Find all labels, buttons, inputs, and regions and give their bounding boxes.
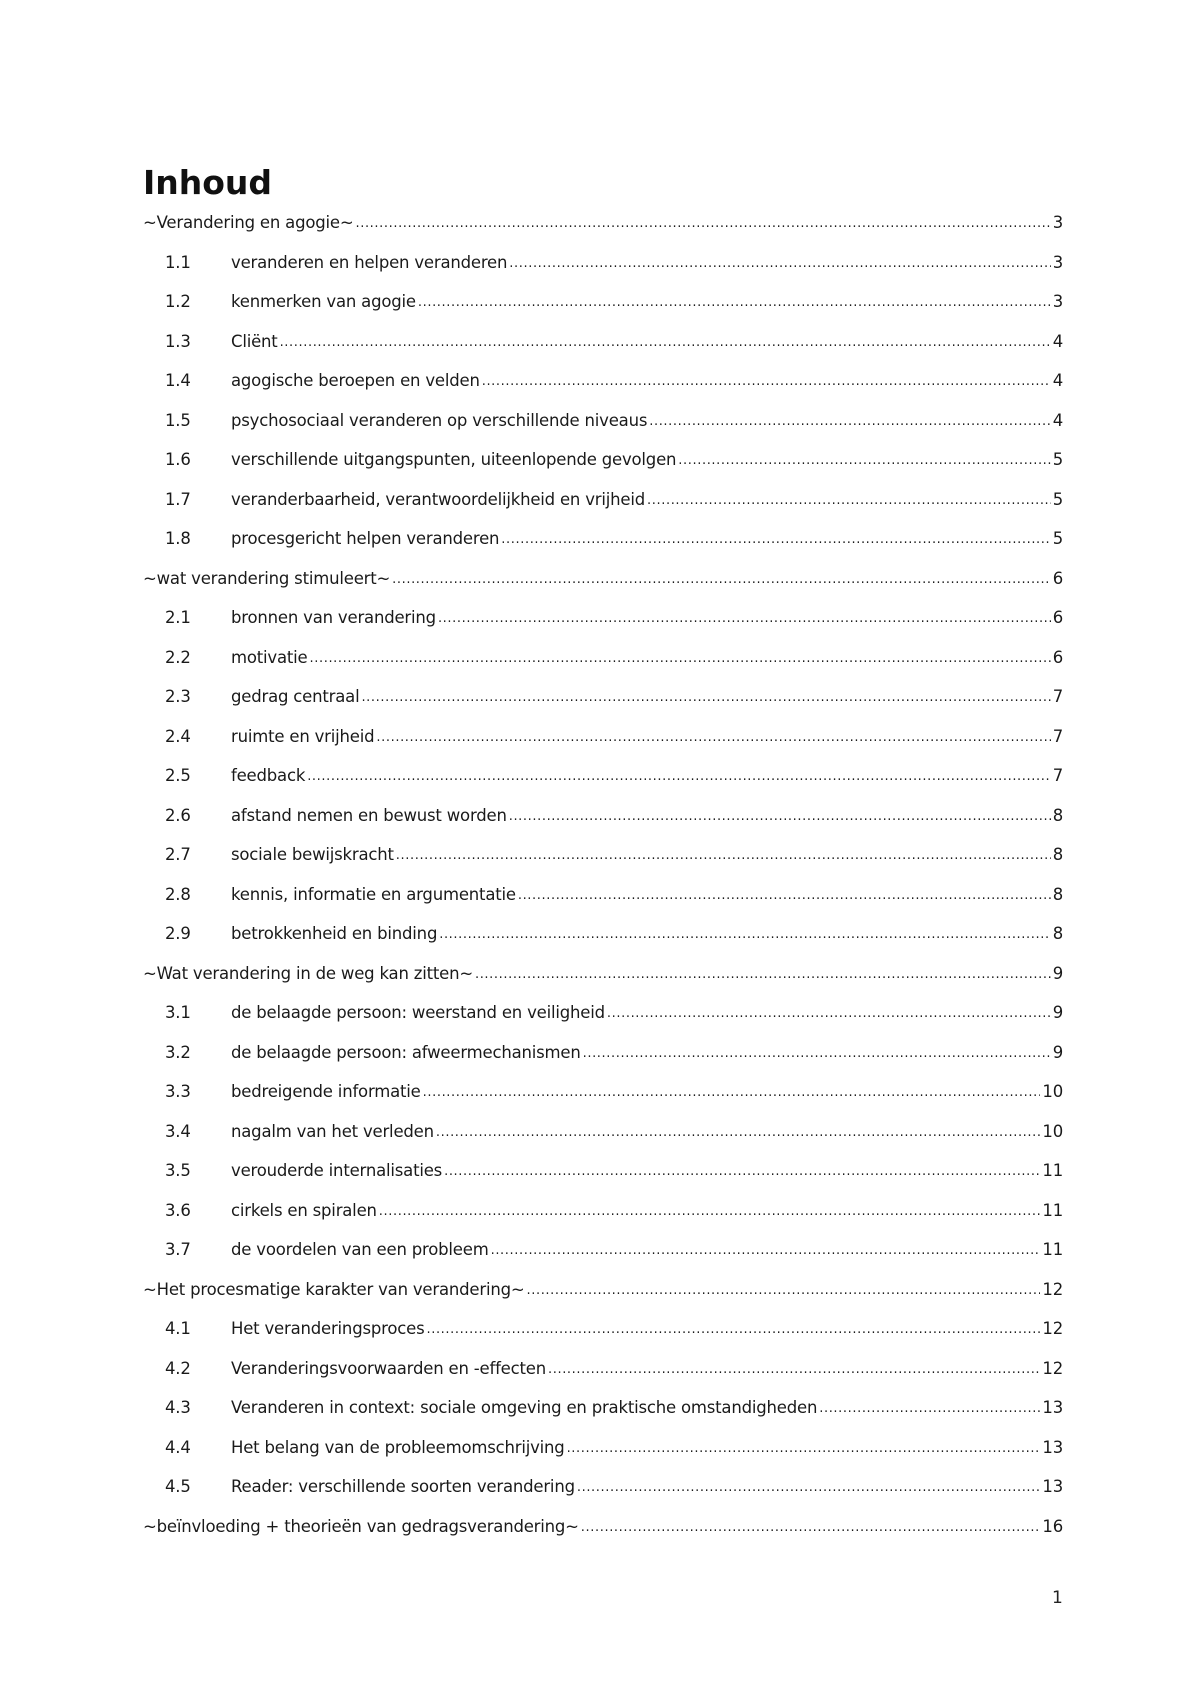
toc-entry-label: veranderen en helpen veranderen — [231, 252, 508, 272]
toc-subentry[interactable] — [143, 1077, 1063, 1117]
toc-entry-label: psychosociaal veranderen op verschillende niveaus — [231, 410, 648, 430]
toc-subentry[interactable] — [143, 840, 1063, 880]
toc-dot-leader — [438, 602, 1051, 634]
toc-entry-number: 1.1 — [165, 252, 191, 272]
toc-dot-leader — [509, 247, 1050, 279]
toc-dot-leader — [583, 1037, 1051, 1069]
toc-subentry[interactable] — [143, 761, 1063, 801]
toc-entry-label: Reader: verschillende soorten verandering — [231, 1477, 575, 1496]
toc-chapter-entry[interactable] — [143, 564, 1063, 604]
toc-subentry[interactable] — [143, 880, 1063, 920]
toc-dot-leader — [426, 1313, 1040, 1345]
toc-subentry[interactable] — [143, 1433, 1063, 1473]
toc-entry-page: 11 — [1042, 1161, 1063, 1180]
toc-entry-page: 4 — [1052, 331, 1063, 351]
toc-entry-label: ~Het procesmatige karakter van verandering~ — [143, 1279, 525, 1299]
toc-subentry[interactable] — [143, 1117, 1063, 1157]
page-title: Inhoud — [143, 163, 273, 202]
footer-page-number: 1 — [1052, 1588, 1063, 1608]
toc-entry-page: 8 — [1052, 884, 1063, 904]
toc-dot-leader — [418, 286, 1051, 318]
toc-entry-label: Cliënt — [231, 331, 278, 351]
toc-subentry[interactable] — [143, 1196, 1063, 1236]
toc-entry-page: 5 — [1052, 529, 1063, 548]
toc-subentry[interactable] — [143, 485, 1063, 525]
toc-dot-leader — [581, 1511, 1041, 1543]
toc-entry-page: 4 — [1052, 371, 1063, 390]
toc-entry-number: 4.5 — [165, 1477, 191, 1496]
toc-entry-number: 2.1 — [165, 608, 191, 627]
toc-entry-number: 4.4 — [165, 1437, 191, 1457]
toc-dot-leader — [310, 642, 1051, 674]
toc-entry-label: procesgericht helpen veranderen — [231, 529, 500, 548]
toc-dot-leader — [649, 405, 1050, 437]
toc-entry-label: ruimte en vrijheid — [231, 726, 375, 746]
toc-entry-page: 6 — [1052, 568, 1063, 588]
toc-entry-label: bedreigende informatie — [231, 1082, 421, 1101]
toc-entry-number: 3.6 — [165, 1200, 191, 1220]
toc-subentry[interactable] — [143, 1393, 1063, 1433]
toc-dot-leader — [491, 1234, 1041, 1266]
toc-entry-label: feedback — [231, 766, 306, 785]
toc-entry-number: 2.3 — [165, 687, 191, 706]
toc-subentry[interactable] — [143, 1314, 1063, 1354]
toc-subentry[interactable] — [143, 327, 1063, 367]
toc-subentry[interactable] — [143, 1354, 1063, 1394]
toc-chapter-entry[interactable] — [143, 959, 1063, 999]
toc-entry-label: de voordelen van een probleem — [231, 1240, 489, 1259]
toc-entry-number: 2.6 — [165, 805, 191, 825]
toc-dot-leader — [548, 1353, 1040, 1385]
toc-entry-page: 8 — [1052, 805, 1063, 825]
toc-dot-leader — [355, 207, 1050, 239]
toc-entry-number: 1.3 — [165, 331, 191, 351]
toc-dot-leader — [607, 997, 1051, 1029]
toc-entry-page: 13 — [1042, 1398, 1063, 1417]
toc-entry-label: Het veranderingsproces — [231, 1319, 425, 1338]
toc-entry-label: motivatie — [231, 647, 308, 667]
toc-subentry[interactable] — [143, 406, 1063, 446]
toc-dot-leader — [567, 1432, 1041, 1464]
toc-entry-page: 9 — [1052, 1042, 1063, 1062]
toc-entry-number: 1.2 — [165, 292, 191, 311]
toc-entry-page: 3 — [1052, 213, 1063, 232]
toc-entry-label: sociale bewijskracht — [231, 845, 394, 864]
toc-entry-number: 2.9 — [165, 924, 191, 943]
toc-dot-leader — [436, 1116, 1041, 1148]
toc-entry-label: verschillende uitgangspunten, uiteenlopende gevolgen — [231, 450, 677, 469]
toc-entry-page: 12 — [1042, 1358, 1063, 1378]
toc-entry-page: 6 — [1052, 608, 1063, 627]
toc-entry-page: 6 — [1052, 647, 1063, 667]
toc-dot-leader — [280, 326, 1051, 358]
toc-subentry[interactable] — [143, 1235, 1063, 1275]
toc-subentry[interactable] — [143, 287, 1063, 327]
toc-entry-number: 3.2 — [165, 1042, 191, 1062]
toc-entry-label: verouderde internalisaties — [231, 1161, 443, 1180]
toc-dot-leader — [527, 1274, 1041, 1306]
toc-subentry[interactable] — [143, 248, 1063, 288]
toc-entry-page: 9 — [1052, 963, 1063, 983]
toc-subentry[interactable] — [143, 1156, 1063, 1196]
toc-dot-leader — [647, 484, 1051, 516]
toc-entry-label: ~Wat verandering in de weg kan zitten~ — [143, 963, 473, 983]
toc-dot-leader — [509, 800, 1051, 832]
toc-dot-leader — [439, 918, 1050, 950]
toc-entry-label: ~Verandering en agogie~ — [143, 213, 354, 232]
toc-entry-number: 3.3 — [165, 1082, 191, 1101]
toc-entry-number: 1.7 — [165, 489, 191, 509]
toc-entry-number: 2.4 — [165, 726, 191, 746]
toc-dot-leader — [379, 1195, 1041, 1227]
toc-entry-number: 3.4 — [165, 1121, 191, 1141]
toc-entry-page: 7 — [1052, 726, 1063, 746]
toc-entry-label: Veranderen in context: sociale omgeving en praktische omstandigheden — [231, 1398, 818, 1417]
toc-dot-leader — [376, 721, 1050, 753]
toc-subentry[interactable] — [143, 1038, 1063, 1078]
toc-entry-page: 10 — [1042, 1121, 1063, 1141]
toc-subentry[interactable] — [143, 445, 1063, 485]
toc-entry-number: 2.2 — [165, 647, 191, 667]
toc-entry-label: cirkels en spiralen — [231, 1200, 377, 1220]
toc-entry-page: 5 — [1052, 450, 1063, 469]
toc-entry-label: ~wat verandering stimuleert~ — [143, 568, 391, 588]
toc-entry-label: agogische beroepen en velden — [231, 371, 480, 390]
toc-entry-number: 1.5 — [165, 410, 191, 430]
toc-dot-leader — [392, 563, 1051, 595]
toc-subentry[interactable] — [143, 998, 1063, 1038]
toc-chapter-entry[interactable] — [143, 208, 1063, 248]
toc-entry-label: ~beïnvloeding + theorieën van gedragsverandering~ — [143, 1516, 579, 1536]
toc-dot-leader — [361, 681, 1050, 713]
toc-entry-page: 11 — [1042, 1240, 1063, 1259]
toc-entry-label: afstand nemen en bewust worden — [231, 805, 507, 825]
toc-entry-page: 12 — [1042, 1279, 1063, 1299]
toc-entry-page: 9 — [1052, 1003, 1063, 1022]
toc-entry-number: 3.1 — [165, 1003, 191, 1022]
toc-dot-leader — [501, 523, 1050, 555]
toc-entry-page: 7 — [1052, 687, 1063, 706]
toc-entry-number: 2.7 — [165, 845, 191, 864]
toc-dot-leader — [482, 365, 1051, 397]
toc-entry-label: gedrag centraal — [231, 687, 360, 706]
toc-dot-leader — [819, 1392, 1040, 1424]
toc-entry-page: 7 — [1052, 766, 1063, 785]
toc-dot-leader — [518, 879, 1051, 911]
toc-entry-page: 3 — [1052, 252, 1063, 272]
toc-entry-page: 12 — [1042, 1319, 1063, 1338]
toc-dot-leader — [475, 958, 1051, 990]
toc-subentry[interactable] — [143, 366, 1063, 406]
toc-entry-number: 3.7 — [165, 1240, 191, 1259]
toc-entry-number: 4.1 — [165, 1319, 191, 1338]
toc-entry-number: 4.3 — [165, 1398, 191, 1417]
toc-entry-label: kenmerken van agogie — [231, 292, 416, 311]
toc-entry-label: nagalm van het verleden — [231, 1121, 434, 1141]
toc-dot-leader — [444, 1155, 1040, 1187]
toc-entry-page: 8 — [1052, 845, 1063, 864]
toc-chapter-entry[interactable] — [143, 1275, 1063, 1315]
toc-subentry[interactable] — [143, 919, 1063, 959]
toc-entry-page: 13 — [1042, 1437, 1063, 1457]
toc-entry-page: 16 — [1042, 1516, 1063, 1536]
toc-entry-number: 1.6 — [165, 450, 191, 469]
toc-subentry[interactable] — [143, 682, 1063, 722]
toc-entry-number: 2.5 — [165, 766, 191, 785]
toc-entry-number: 4.2 — [165, 1358, 191, 1378]
toc-entry-label: betrokkenheid en binding — [231, 924, 438, 943]
toc-entry-page: 13 — [1042, 1477, 1063, 1496]
toc-dot-leader — [396, 839, 1051, 871]
toc-entry-page: 11 — [1042, 1200, 1063, 1220]
toc-chapter-entry[interactable] — [143, 1512, 1063, 1552]
toc-entry-page: 3 — [1052, 292, 1063, 311]
toc-subentry[interactable] — [143, 801, 1063, 841]
toc-entry-label: de belaagde persoon: weerstand en veiligheid — [231, 1003, 605, 1022]
toc-dot-leader — [577, 1471, 1041, 1503]
toc-entry-number: 1.8 — [165, 529, 191, 548]
toc-entry-number: 1.4 — [165, 371, 191, 390]
toc-subentry[interactable] — [143, 722, 1063, 762]
toc-entry-page: 10 — [1042, 1082, 1063, 1101]
toc-dot-leader — [678, 444, 1050, 476]
toc-entry-label: bronnen van verandering — [231, 608, 436, 627]
toc-entry-label: de belaagde persoon: afweermechanismen — [231, 1042, 581, 1062]
toc-entry-number: 3.5 — [165, 1161, 191, 1180]
toc-subentry[interactable] — [143, 603, 1063, 643]
toc-entry-page: 4 — [1052, 410, 1063, 430]
toc-subentry[interactable] — [143, 643, 1063, 683]
table-of-contents — [143, 208, 1063, 1551]
toc-entry-label: Het belang van de probleemomschrijving — [231, 1437, 565, 1457]
toc-subentry[interactable] — [143, 524, 1063, 564]
toc-entry-page: 5 — [1052, 489, 1063, 509]
toc-entry-label: Veranderingsvoorwaarden en -effecten — [231, 1358, 546, 1378]
toc-dot-leader — [423, 1076, 1041, 1108]
toc-entry-page: 8 — [1052, 924, 1063, 943]
toc-entry-number: 2.8 — [165, 884, 191, 904]
toc-subentry[interactable] — [143, 1472, 1063, 1512]
toc-entry-label: veranderbaarheid, verantwoordelijkheid en vrijheid — [231, 489, 646, 509]
toc-entry-label: kennis, informatie en argumentatie — [231, 884, 516, 904]
toc-dot-leader — [307, 760, 1050, 792]
